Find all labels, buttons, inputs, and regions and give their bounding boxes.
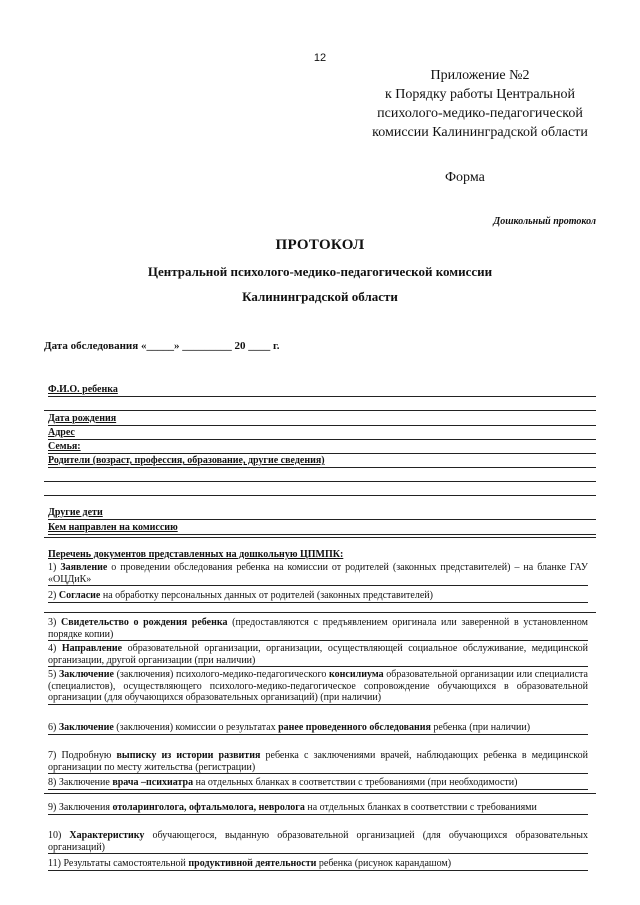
doc-num: 7) Подробную — [48, 750, 117, 761]
doc-num: 11) Результаты самостоятельной — [48, 858, 189, 869]
parents-field[interactable] — [48, 455, 596, 468]
doc-text: (предоставляются с предъявлением оригинала или заверенной в установленном порядке копии) — [48, 617, 588, 640]
doc-bold: Заключение — [58, 722, 114, 733]
address-field[interactable] — [48, 427, 596, 440]
doc-bold: консилиума — [329, 669, 384, 680]
document-item — [48, 562, 588, 586]
birth-date-field[interactable] — [48, 413, 596, 426]
doc-num: 8) Заключение — [48, 777, 113, 788]
doc-bold: врача –психиатра — [112, 777, 194, 788]
other-children-field[interactable] — [48, 507, 596, 520]
doc-bold: Направление — [61, 643, 123, 654]
doc-bold: Заключение — [58, 669, 114, 680]
doc-text: на отдельных бланках в соответствии с требованиями — [304, 802, 537, 813]
family-label: Семья: — [48, 441, 81, 452]
child-name-label: Ф.И.О. ребенка — [48, 384, 118, 395]
doc-text: о проведении обследования ребенка на комиссии от родителей (законных представителей) – на бланке ГАУ «ОЦДиК» — [48, 562, 588, 585]
doc-num: 4) — [48, 643, 62, 654]
appendix-line: Приложение №2 — [430, 68, 530, 83]
doc-num: 3) — [48, 617, 61, 628]
appendix-line: психолого-медико-педагогической — [377, 106, 583, 121]
blank-line[interactable] — [44, 537, 596, 538]
doc-text: (заключения) комиссии о результатах — [113, 722, 279, 733]
doc-text: ребенка (рисунок карандашом) — [316, 858, 452, 869]
doc-num: 6) — [48, 722, 59, 733]
family-field[interactable] — [48, 441, 596, 454]
doc-bold: Заявление — [60, 562, 108, 573]
doc-num: 10) — [48, 830, 70, 841]
doc-bold: Согласие — [58, 590, 101, 601]
doc-num: 9) Заключения — [48, 802, 113, 813]
blank-line[interactable] — [44, 793, 596, 794]
doc-bold: ранее проведенного обследования — [278, 722, 431, 733]
doc-text: обучающегося, выданную образовательной организацией (для обучающихся образовательных организаций) — [48, 830, 588, 853]
document-item — [48, 643, 588, 667]
parents-label: Родители (возраст, профессия, образование, другие сведения) — [48, 455, 325, 466]
birth-date-label: Дата рождения — [48, 413, 117, 424]
doc-text: образовательной организации, организации, осуществляющей социальное обслуживание, медицинской организации, другой организации (при наличии) — [48, 643, 588, 666]
doc-text: (заключения) психолого-медико-педагогического — [113, 669, 330, 680]
appendix-line: комиссии Калининградской области — [372, 125, 588, 140]
doc-bold: Свидетельство о рождения ребенка — [61, 617, 228, 628]
address-label: Адрес — [48, 427, 75, 438]
doc-bold: продуктивной деятельности — [188, 858, 317, 869]
page-number: 12 — [313, 52, 327, 64]
protocol-type: Дошкольный протокол — [493, 216, 596, 227]
doc-num: 5) — [48, 669, 59, 680]
subtitle-region: Калининградской области — [242, 289, 398, 304]
doc-num: 1) — [48, 562, 61, 573]
document-item — [48, 590, 588, 603]
doc-text: ребенка (при наличии) — [430, 722, 531, 733]
doc-text: на обработку персональных данных от родителей (законных представителей) — [100, 590, 433, 601]
page-title: ПРОТОКОЛ — [275, 237, 365, 253]
doc-text: образовательной организации или специалиста (специалистов), осуществляющего психолого-медико-педагогическое сопровождение обучающихся в образовательной организации (для обучающихся образовательных организаций) (при наличии) — [48, 669, 588, 703]
document-item — [48, 802, 588, 815]
appendix-block — [330, 66, 630, 142]
referred-by-label: Кем направлен на комиссию — [48, 522, 178, 533]
document-item — [48, 777, 588, 790]
subtitle-commission: Центральной психолого-медико-педагогической комиссии — [147, 264, 493, 279]
referred-by-field[interactable] — [48, 522, 596, 535]
doc-bold: отоларинголога, офтальмолога, невролога — [112, 802, 305, 813]
doc-num: 2) — [48, 590, 59, 601]
doc-text: на отдельных бланках в соответствии с требованиями (при необходимости) — [193, 777, 518, 788]
blank-line[interactable] — [44, 481, 596, 482]
blank-line[interactable] — [44, 612, 596, 613]
document-item — [48, 617, 588, 641]
blank-line[interactable] — [44, 495, 596, 496]
document-item — [48, 858, 588, 871]
divider — [44, 410, 596, 411]
doc-bold: выписку из истории развития — [116, 750, 261, 761]
child-name-field[interactable] — [48, 384, 596, 397]
doc-bold: Характеристику — [69, 830, 145, 841]
documents-header-text: Перечень документов представленных на дошкольную ЦПМПК: — [48, 549, 344, 560]
document-item — [48, 830, 588, 854]
exam-date-field[interactable]: Дата обследования «_____» _________ 20 ____ г. — [44, 340, 280, 352]
document-item — [48, 722, 588, 735]
appendix-line: к Порядку работы Центральной — [384, 87, 576, 102]
other-children-label: Другие дети — [48, 507, 103, 518]
document-item — [48, 750, 588, 774]
document-item — [48, 669, 588, 705]
doc-text: ребенка с заключениями врачей, наблюдающих ребенка в медицинской организации по месту жительства (регистрации) — [48, 750, 589, 773]
documents-header — [48, 549, 596, 561]
form-label: Форма — [445, 170, 485, 185]
